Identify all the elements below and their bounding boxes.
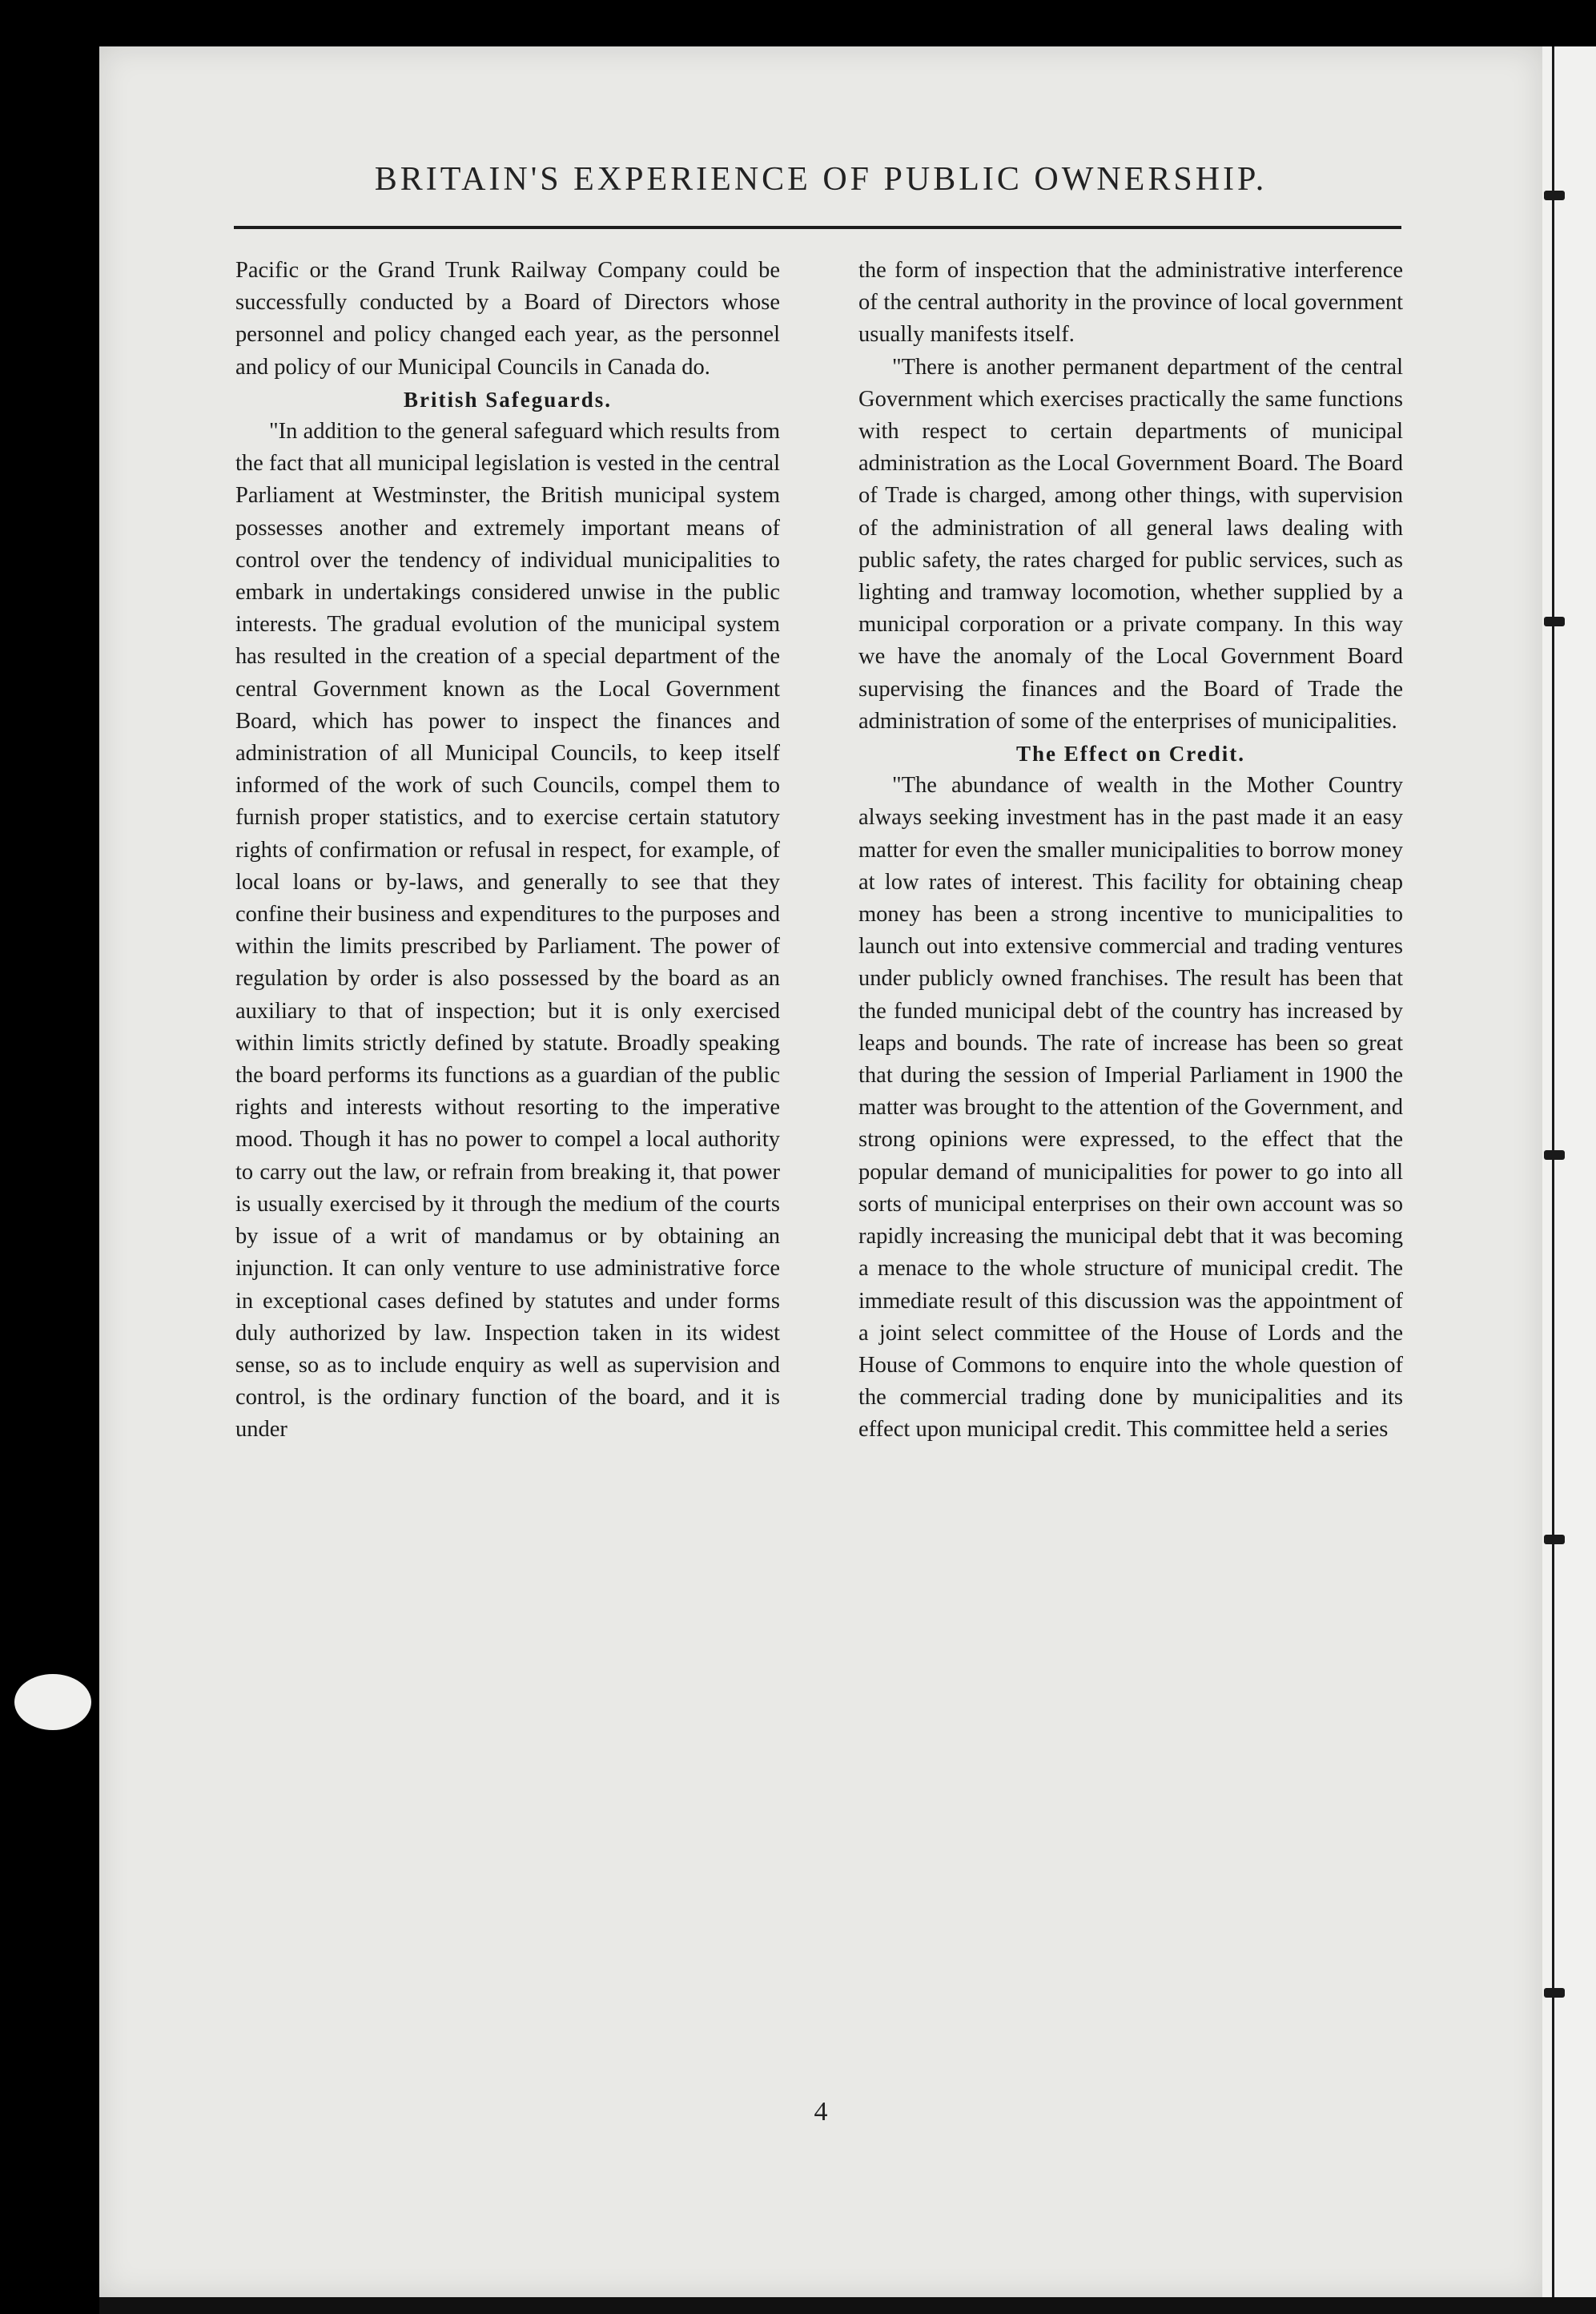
paragraph: "In addition to the general safeguard which results from the fact that all municipal legislation is vested in the central Parliament at Westminster, the British municipal system possesses another and extremely important means of control over the tendency of individual municipalities to embark in undertakings considered unwise in the public interests. The gradual evolution of the municipal system has resulted in the creation of a special department of the central Government known as the Local Government Board, which has power to inspect the finances and administration of all Municipal Councils, to keep itself informed of the work of such Councils, compel them to furnish proper statistics, and to exercise certain statutory rights of confirmation or refusal in respect, for example, of local loans or by-laws, and generally to see that they confine their business and expenditures to the purposes and within the limits prescribed by Parliament. The power of regulation by order is also possessed by the board as an auxiliary to that of inspection; but it is only exercised within limits strictly defined by statute. Broadly speaking the board performs its functions as a guardian of the public rights and interests without resorting to the imperative mood. Though it has no power to compel a local authority to carry out the law, or refrain from breaking it, that power is usually exercised by it through the medium of the courts by issue of a writ of mandamus or by obtaining an injunction. It can only venture to use administrative force in exceptional cases defined by statutes and under forms duly authorized by law. Inspection taken in its widest sense, so as to include enquiry as well as supervision and control, is the ordinary function of the board, and it is under xyxy=(235,419,780,1443)
scan-artifact xyxy=(14,1674,91,1730)
paragraph: "There is another permanent department of the central Government which exercises practically the same functions with respect to certain departments of municipal administration as the Local Government Board. The Board of Trade is charged, among other things, with supervision of the administration of all general laws dealing with public safety, the rates charged for public services, such as lighting and tramway locomotion, whether supplied by a municipal corporation or a private company. In this way we have the anomaly of the Local Government Board supervising the finances and the Board of Trade the administration of some of the enterprises of municipalities. xyxy=(858,354,1403,734)
section-heading: British Safeguards. xyxy=(403,387,613,412)
section-heading: The Effect on Credit. xyxy=(1016,742,1245,767)
page-edge-line xyxy=(1552,46,1554,2297)
left-column xyxy=(235,255,780,1447)
page-number: 4 xyxy=(814,2097,828,2127)
binding-mark xyxy=(1544,617,1565,626)
binding-mark xyxy=(1544,191,1565,200)
binding-mark xyxy=(1544,1988,1565,1998)
binding-mark xyxy=(1544,1150,1565,1160)
scan-border xyxy=(99,2297,1596,2314)
paragraph: the form of inspection that the administrative interference of the central authority in the province of local government usually manifests itself. xyxy=(858,258,1403,348)
adjacent-page-edge xyxy=(1542,46,1596,2297)
paragraph: "The abundance of wealth in the Mother Country always seeking investment has in the past made it an easy matter for even the smaller municipalities to borrow money at low rates of interest. This facility for obtaining cheap money has been a strong incentive to municipalities to launch out into extensive commercial and trading ventures under publicly owned franchises. The result has been that the funded municipal debt of the country has increased by leaps and bounds. The rate of increase has been so great that during the session of Imperial Parliament in 1900 the matter was brought to the attention of the Government, and strong opinions were expressed, to the effect that the popular demand of municipalities for power to go into all sorts of municipal enterprises on their own account was so rapidly increasing the municipal debt that it was becoming a menace to the whole structure of municipal credit. The immediate result of this discussion was the appointment of a joint select committee of the House of Lords and the House of Commons to enquire into the whole question of the commercial trading done by municipalities and its effect upon municipal credit. This committee held a series xyxy=(858,773,1403,1443)
header-rule xyxy=(234,226,1401,229)
binding-mark xyxy=(1544,1535,1565,1544)
paragraph: Pacific or the Grand Trunk Railway Company could be successfully conducted by a Board of Directors whose personnel and policy changed each year, as the personnel and policy of our Municipal Councils in Canada do. xyxy=(235,258,780,380)
running-head: BRITAIN'S EXPERIENCE OF PUBLIC OWNERSHIP. xyxy=(374,161,1268,198)
right-column xyxy=(858,255,1403,1447)
